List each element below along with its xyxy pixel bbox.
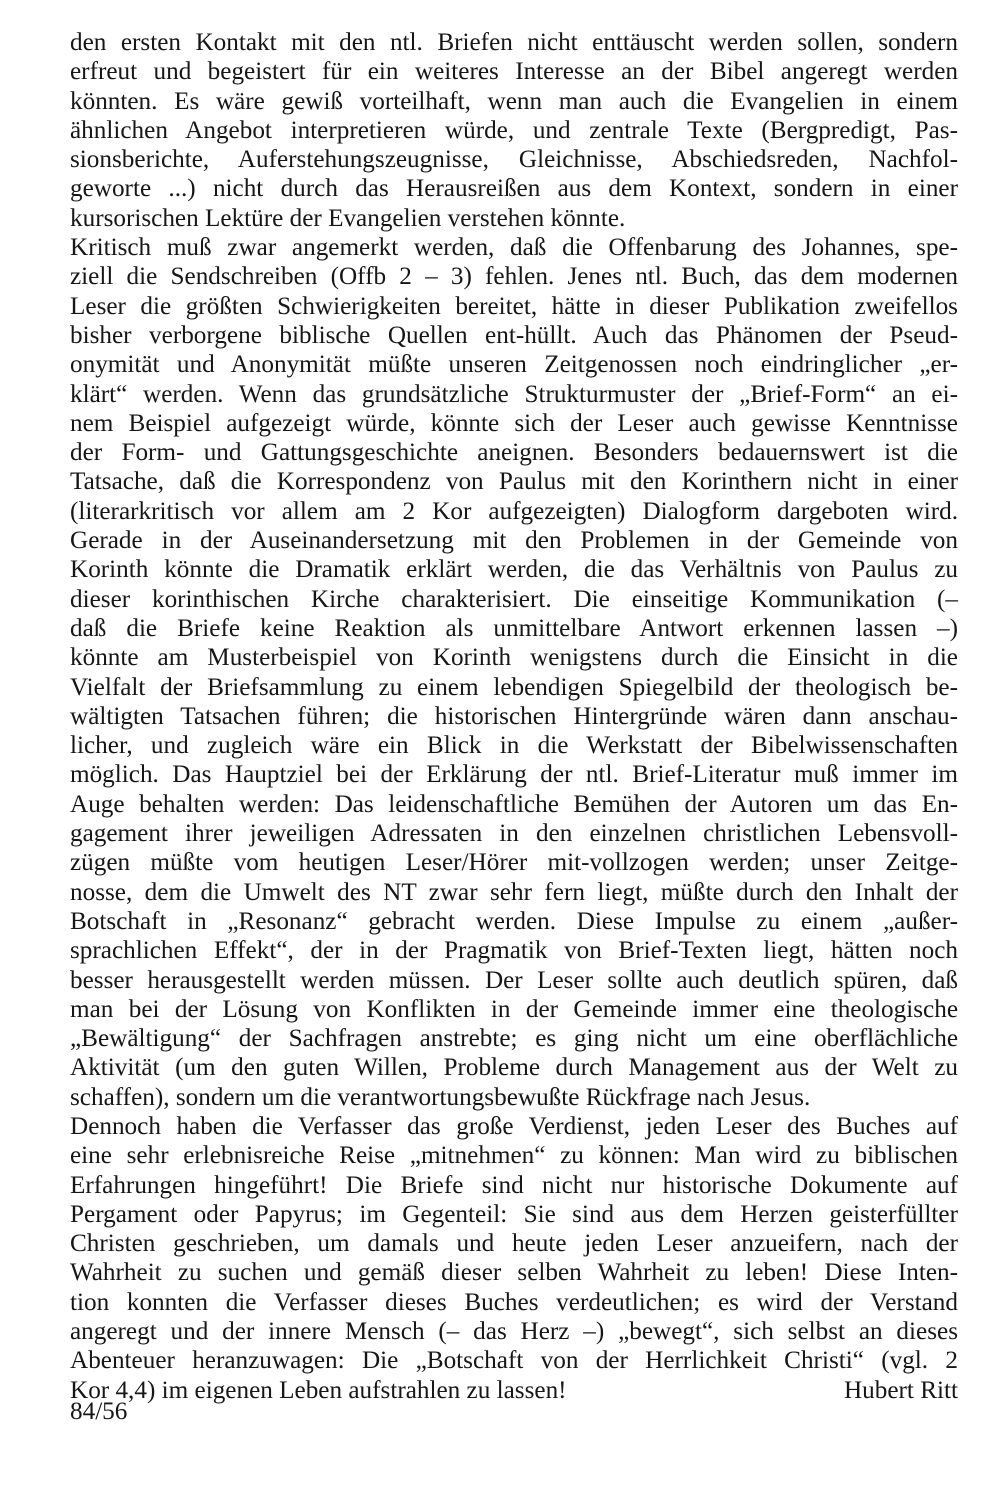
text-line: Leser die größten Schwierigkeiten bereitet, hätte in dieser Publikation zweifellos [70, 292, 958, 320]
text-line: klärt“ werden. Wenn das grundsätzliche Strukturmuster der „Brief-Form“ an ei- [70, 380, 958, 408]
text-line: bisher verborgene biblische Quellen ent-hüllt. Auch das Phänomen der Pseud- [70, 321, 958, 349]
text-line: sionsberichte, Auferstehungszeugnisse, Gleichnisse, Abschiedsreden, Nachfol- [70, 146, 958, 174]
text-line: schaffen), sondern um die verantwortungsbewußte Rückfrage nach Jesus. [70, 1083, 811, 1111]
text-line: Dennoch haben die Verfasser das große Verdienst, jeden Leser des Buches auf [70, 1112, 958, 1140]
text-line: kursorischen Lektüre der Evangelien verstehen könnte. [70, 204, 626, 232]
text-line: angeregt und der innere Mensch (– das Herz –) „bewegt“, sich selbst an dieses [70, 1318, 958, 1346]
paragraph [70, 1112, 958, 1405]
page-number: 84/56 [70, 1398, 128, 1425]
text-line: „Bewältigung“ der Sachfragen anstrebte; es ging nicht um eine oberflächliche [70, 1025, 958, 1053]
text-line: sprachlichen Effekt“, der in der Pragmatik von Brief-Texten liegt, hätten noch [70, 937, 958, 965]
text-line: erfreut und begeistert für ein weiteres Interesse an der Bibel angeregt werden [70, 58, 958, 86]
text-line: Pergament oder Papyrus; im Gegenteil: Sie sind aus dem Herzen geisterfüllter [70, 1200, 958, 1228]
text-line: Aktivität (um den guten Willen, Probleme durch Management aus der Welt zu [70, 1054, 958, 1082]
text-line: geworte ...) nicht durch das Herausreißen aus dem Kontext, sondern in einer [70, 175, 958, 203]
text-line: Korinth könnte die Dramatik erklärt werden, die das Verhältnis von Paulus zu [70, 556, 958, 584]
text-line: Auge behalten werden: Das leidenschaftliche Bemühen der Autoren um das En- [70, 790, 958, 818]
text-line: ziell die Sendschreiben (Offb 2 – 3) fehlen. Jenes ntl. Buch, das dem modernen [70, 263, 958, 291]
text-line: ähnlichen Angebot interpretieren würde, und zentrale Texte (Bergpredigt, Pas- [70, 116, 958, 144]
text-line: nosse, dem die Umwelt des NT zwar sehr fern liegt, müßte durch den Inhalt der [70, 878, 958, 906]
text-line: zügen müßte vom heutigen Leser/Hörer mit-vollzogen werden; unser Zeitge- [70, 849, 958, 877]
text-line: daß die Briefe keine Reaktion als unmittelbare Antwort erkennen lassen –) [70, 614, 958, 642]
text-line [70, 1376, 958, 1405]
text-line: dieser korinthischen Kirche charakterisiert. Die einseitige Kommunikation (– [70, 585, 958, 613]
review-text [70, 28, 958, 1405]
text-line: Abenteuer heranzuwagen: Die „Botschaft von der Herrlichkeit Christi“ (vgl. 2 [70, 1347, 958, 1375]
text-line: tion konnten die Verfasser dieses Buches verdeutlichen; es wird der Verstand [70, 1288, 958, 1316]
author-signature: Hubert Ritt [843, 1376, 958, 1404]
text-line: (literarkritisch vor allem am 2 Kor aufgezeigten) Dialogform dargeboten wird. [70, 497, 958, 525]
text-line: besser herausgestellt werden müssen. Der Leser sollte auch deutlich spüren, daß [70, 966, 958, 994]
paragraph [70, 28, 958, 233]
text-line: wältigten Tatsachen führen; die historischen Hintergründe wären dann anschau- [70, 702, 958, 730]
text-line: Gerade in der Auseinandersetzung mit den Problemen in der Gemeinde von [70, 527, 958, 555]
text-line: nem Beispiel aufgezeigt würde, könnte sich der Leser auch gewisse Kenntnisse [70, 409, 958, 437]
text-line: gagement ihrer jeweiligen Adressaten in den einzelnen christlichen Lebensvoll- [70, 820, 958, 848]
text-line: Kritisch muß zwar angemerkt werden, daß die Offenbarung des Johannes, spe- [70, 234, 958, 262]
text-line: Vielfalt der Briefsammlung zu einem lebendigen Spiegelbild der theologisch be- [70, 673, 958, 701]
text-line: den ersten Kontakt mit den ntl. Briefen nicht enttäuscht werden sollen, sondern [70, 29, 958, 56]
text-line: Tatsache, daß die Korrespondenz von Paulus mit den Korinthern nicht in einer [70, 468, 958, 496]
paragraph [70, 233, 958, 1112]
text-line: könnte am Musterbeispiel von Korinth wenigstens durch die Einsicht in die [70, 644, 958, 672]
text-line: möglich. Das Hauptziel bei der Erklärung der ntl. Brief-Literatur muß immer im [70, 761, 958, 789]
text-line: könnten. Es wäre gewiß vorteilhaft, wenn man auch die Evangelien in einem [70, 87, 958, 115]
text-line: Botschaft in „Resonanz“ gebracht werden. Diese Impulse zu einem „außer- [70, 907, 958, 935]
text-line: eine sehr erlebnisreiche Reise „mitnehmen“ zu können: Man wird zu biblischen [70, 1142, 958, 1170]
closing-line-text: Kor 4,4) im eigenen Leben aufstrahlen zu lassen! [70, 1376, 567, 1404]
text-line: Wahrheit zu suchen und gemäß dieser selben Wahrheit zu leben! Diese Inten- [70, 1259, 958, 1287]
text-line: man bei der Lösung von Konflikten in der Gemeinde immer eine theologische [70, 995, 958, 1023]
text-line: Erfahrungen hingeführt! Die Briefe sind nicht nur historische Dokumente auf [70, 1171, 958, 1199]
text-line: licher, und zugleich wäre ein Blick in die Werkstatt der Bibelwissenschaften [70, 732, 958, 760]
text-line: onymität und Anonymität müßte unseren Zeitgenossen noch eindringlicher „er- [70, 351, 958, 379]
text-line: Christen geschrieben, um damals und heute jeden Leser anzueifern, nach der [70, 1230, 958, 1258]
text-line: der Form- und Gattungsgeschichte aneignen. Besonders bedauernswert ist die [70, 439, 958, 467]
